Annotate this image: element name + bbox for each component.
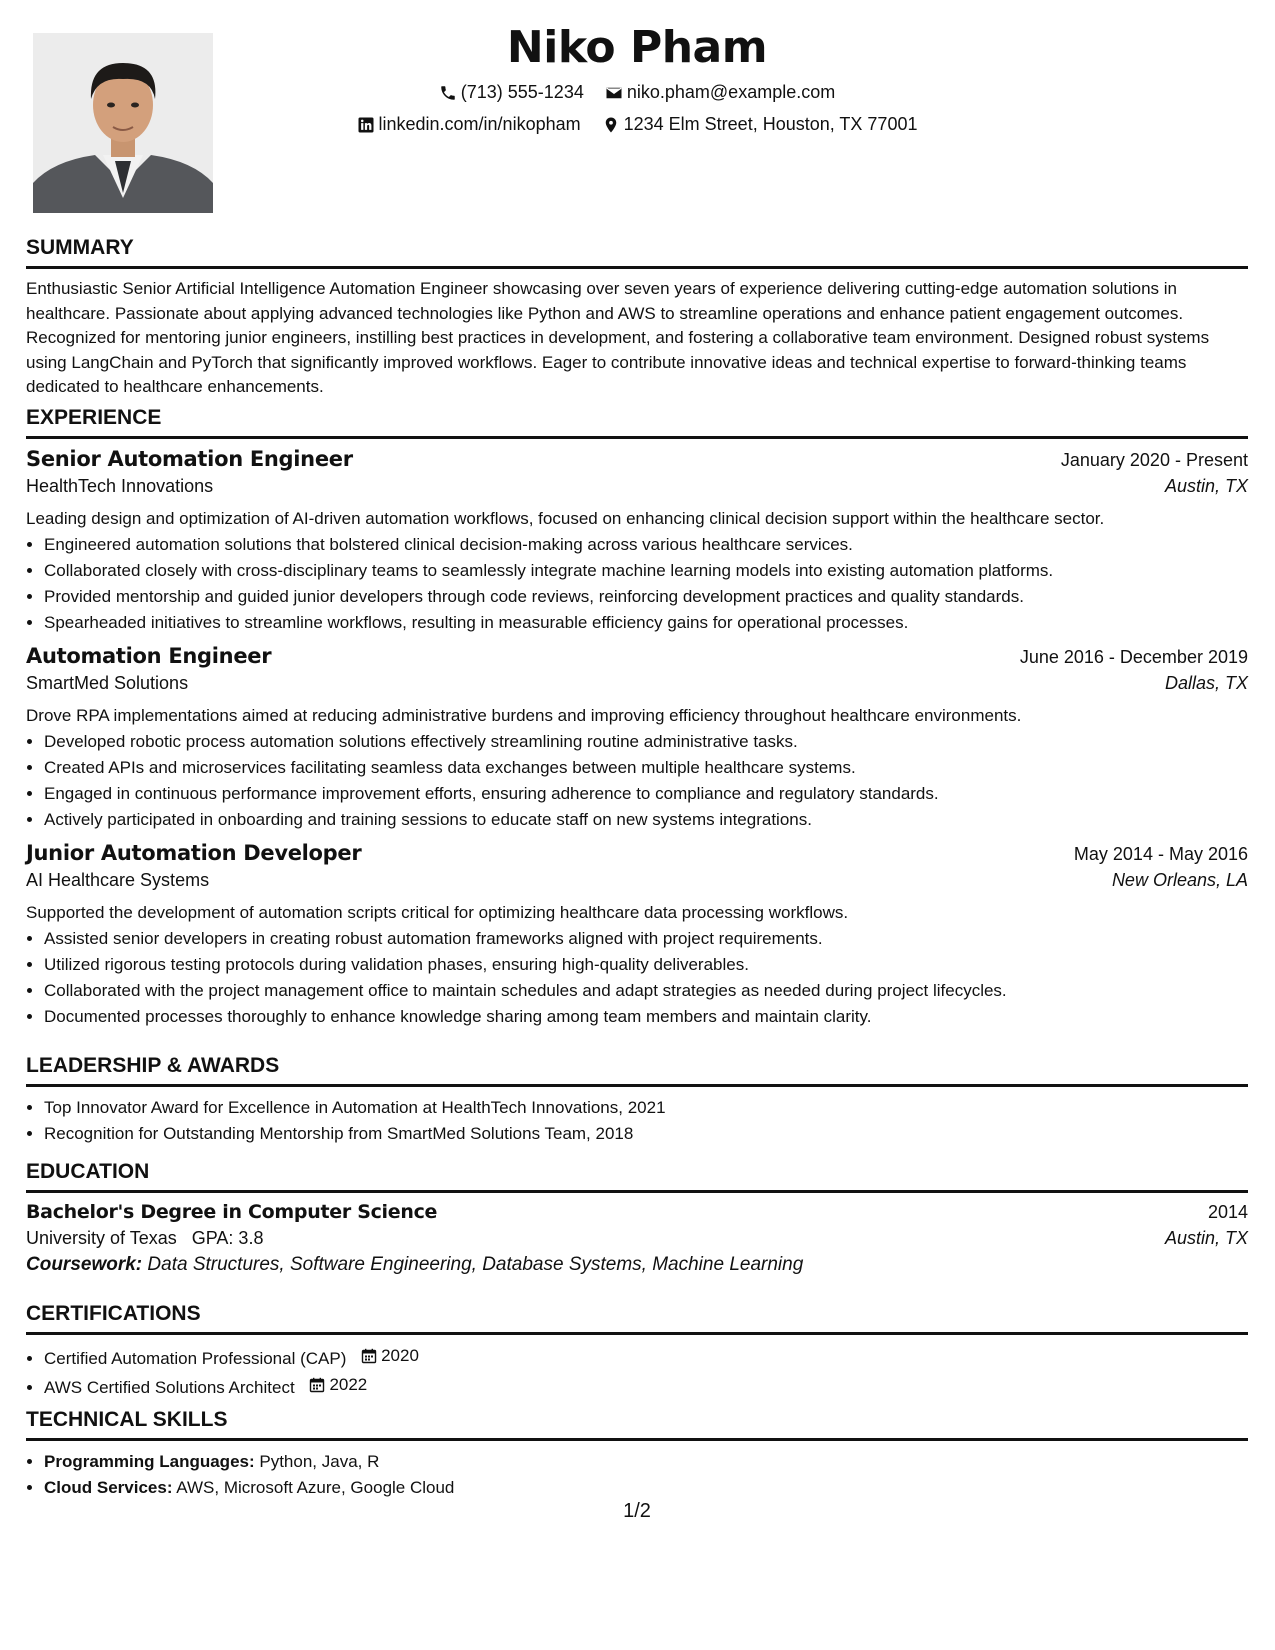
skill-label: Cloud Services: [44, 1478, 173, 1497]
job-title: Automation Engineer [26, 644, 272, 668]
coursework [26, 1254, 1248, 1276]
list-item: • Actively participated in onboarding and training sessions to educate staff on new systems integrations. [44, 807, 1248, 833]
job-entry [26, 841, 1248, 1030]
job-company: AI Healthcare Systems [26, 870, 210, 890]
job-location: Austin, TX [1164, 476, 1248, 496]
list-item: • Top Innovator Award for Excellence in Automation at HealthTech Innovations, 2021 [44, 1095, 1248, 1121]
job-entry [26, 644, 1248, 833]
degree: Bachelor's Degree in Computer Science [26, 1201, 438, 1223]
address-text: 1234 Elm Street, Houston, TX 77001 [623, 114, 918, 134]
list-item: • Spearheaded initiatives to streamline workflows, resulting in measurable efficiency gains for operational processes. [44, 610, 1248, 636]
certifications-section [26, 1302, 1248, 1401]
list-item: • Engineered automation solutions that bolstered clinical decision-making across various healthcare services. [44, 532, 1248, 558]
candidate-name: Niko Pham [506, 22, 768, 73]
summary-text: Enthusiastic Senior Artificial Intelligence Automation Engineer showcasing over seven years of experience delivering cutting-edge automation solutions in healthcare. Passionate about applying advanced technologies like Python and AWS to streamline operations and enhance patient engagement outcomes. Recognized for mentoring junior engineers, instilling best practices in development, and fostering a collaborative team environment. Designed robust systems using LangChain and PyTorch that significantly improved workflows. Eager to contribute innovative ideas and technical expertise to forward-thinking teams dedicated to healthcare enhancements. [26, 279, 1210, 396]
skills-section [26, 1408, 1248, 1501]
list-item [44, 1475, 1248, 1501]
email-text: niko.pham@example.com [626, 82, 836, 102]
list-item [44, 1449, 1248, 1475]
skill-value: AWS, Microsoft Azure, Google Cloud [176, 1478, 455, 1497]
job-location: New Orleans, LA [1111, 870, 1248, 890]
gpa: GPA: 3.8 [191, 1228, 264, 1248]
job-bullets [26, 729, 1248, 833]
school-location: Austin, TX [1164, 1228, 1248, 1248]
job-bullets [26, 532, 1248, 636]
list-item: • Created APIs and microservices facilitating seamless data exchanges between multiple healthcare systems. [44, 755, 1248, 781]
skill-value: Python, Java, R [259, 1452, 380, 1471]
section-title-summary: SUMMARY [26, 236, 1248, 269]
section-title-education: EDUCATION [26, 1160, 1248, 1193]
certification-name: Certified Automation Professional (CAP) [44, 1349, 347, 1368]
list-item: • Assisted senior developers in creating robust automation frameworks aligned with project requirements. [44, 926, 1248, 952]
job-dates: January 2020 - Present [1060, 450, 1248, 470]
coursework-list: Data Structures, Software Engineering, Database Systems, Machine Learning [147, 1254, 804, 1275]
job-title: Senior Automation Engineer [26, 447, 353, 471]
section-title-awards: LEADERSHIP & AWARDS [26, 1054, 1248, 1087]
certification-year: 2022 [329, 1375, 368, 1394]
list-item: • Recognition for Outstanding Mentorship from SmartMed Solutions Team, 2018 [44, 1121, 1248, 1147]
coursework-label: Coursework: [26, 1254, 143, 1275]
page-number: 1/2 [623, 1500, 651, 1522]
awards-list [26, 1095, 1248, 1147]
linkedin-icon [357, 116, 375, 134]
job-description: Supported the development of automation scripts critical for optimizing healthcare data processing workflows. [26, 903, 849, 922]
list-item: • Utilized rigorous testing protocols during validation phases, ensuring high-quality deliverables. [44, 952, 1248, 978]
skills-list [26, 1449, 1248, 1501]
job-dates: May 2014 - May 2016 [1073, 844, 1248, 864]
certification-date [309, 1372, 367, 1398]
linkedin-contact[interactable] [357, 114, 581, 135]
job-description: Leading design and optimization of AI-driven automation workflows, focused on enhancing clinical decision support within the healthcare sector. [26, 509, 1105, 528]
certification-name: AWS Certified Solutions Architect [44, 1378, 295, 1397]
job-company: HealthTech Innovations [26, 476, 214, 496]
envelope-icon [605, 84, 623, 102]
phone-icon [439, 84, 457, 102]
list-item: • Engaged in continuous performance improvement efforts, ensuring adherence to compliance and regulatory standards. [44, 781, 1248, 807]
graduation-year: 2014 [1207, 1202, 1248, 1222]
list-item [44, 1343, 1248, 1372]
calendar-icon [361, 1348, 377, 1364]
calendar-icon [309, 1377, 325, 1393]
job-company: SmartMed Solutions [26, 673, 189, 693]
skill-label: Programming Languages: [44, 1452, 255, 1471]
certification-year: 2020 [381, 1346, 419, 1365]
contact-row-1 [26, 82, 1248, 107]
certifications-list [26, 1343, 1248, 1401]
experience-section [26, 406, 1248, 1038]
job-description: Drove RPA implementations aimed at reducing administrative burdens and improving efficiency throughout healthcare environments. [26, 706, 1022, 725]
list-item: • Developed robotic process automation solutions effectively streamlining routine administrative tasks. [44, 729, 1248, 755]
summary-section [26, 236, 1248, 400]
certification-date [361, 1343, 419, 1369]
phone-contact[interactable] [439, 82, 584, 103]
list-item: • Collaborated closely with cross-disciplinary teams to seamlessly integrate machine learning models into existing automation platforms. [44, 558, 1248, 584]
job-title: Junior Automation Developer [26, 841, 362, 865]
map-pin-icon [602, 116, 620, 134]
school-and-gpa [26, 1228, 263, 1249]
resume-page [26, 0, 1248, 1650]
section-title-experience: EXPERIENCE [26, 406, 1248, 439]
awards-section [26, 1054, 1248, 1147]
section-title-certifications: CERTIFICATIONS [26, 1302, 1248, 1335]
linkedin-text: linkedin.com/in/nikopham [378, 114, 581, 134]
contact-row-2 [26, 114, 1248, 139]
job-dates: June 2016 - December 2019 [1019, 647, 1248, 667]
job-entry [26, 447, 1248, 636]
education-section [26, 1160, 1248, 1276]
address-contact [602, 114, 918, 135]
list-item: • Documented processes thoroughly to enhance knowledge sharing among team members and maintain clarity. [44, 1004, 1248, 1030]
email-contact[interactable] [605, 82, 835, 103]
list-item [44, 1372, 1248, 1401]
list-item: • Collaborated with the project management office to maintain schedules and adapt strategies as needed during project lifecycles. [44, 978, 1248, 1004]
phone-text: (713) 555-1234 [460, 82, 584, 102]
job-bullets [26, 926, 1248, 1030]
school-name: University of Texas [26, 1228, 177, 1248]
section-title-skills: TECHNICAL SKILLS [26, 1408, 1248, 1441]
job-location: Dallas, TX [1164, 673, 1248, 693]
list-item: • Provided mentorship and guided junior developers through code reviews, reinforcing development practices and quality standards. [44, 584, 1248, 610]
